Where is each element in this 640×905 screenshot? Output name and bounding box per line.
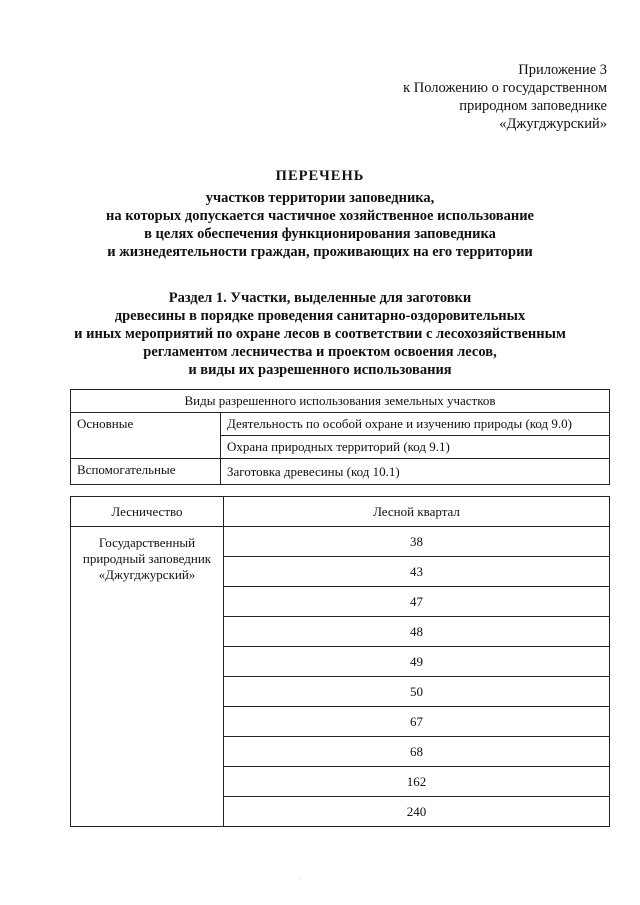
quarter-cell: 67: [224, 707, 610, 737]
table-row: [71, 413, 610, 436]
forest-quarters-table: [70, 496, 610, 827]
title-heading: ПЕРЕЧЕНЬ: [275, 168, 365, 184]
uses-table-header: Виды разрешенного использования земельных участков: [71, 390, 610, 413]
quarter-cell: 47: [224, 587, 610, 617]
table-row: [71, 459, 610, 485]
appendix-line: «Джугджурский»: [499, 116, 607, 132]
quarter-cell: 68: [224, 737, 610, 767]
appendix-block: [403, 61, 607, 133]
section-line: и виды их разрешенного использования: [188, 362, 452, 378]
quarter-cell: 43: [224, 557, 610, 587]
section-heading: [0, 289, 640, 379]
footer-mark: .: [300, 876, 302, 882]
forestry-name-line: Государственный: [98, 535, 196, 550]
quarter-cell: 240: [224, 797, 610, 827]
forestry-name-cell: [71, 527, 224, 827]
title-line: и жизнедеятельности граждан, проживающих на его территории: [107, 244, 533, 260]
quarter-cell: 48: [224, 617, 610, 647]
title-line: на которых допускается частичное хозяйственное использование: [106, 208, 534, 224]
title-line: в целях обеспечения функционирования заповедника: [144, 226, 496, 242]
quarter-cell: 38: [224, 527, 610, 557]
aux-uses-label: Вспомогательные: [71, 459, 221, 485]
forestry-name-line: «Джугджурский»: [98, 567, 196, 582]
quarter-cell: 49: [224, 647, 610, 677]
aux-use-cell: Заготовка древесины (код 10.1): [221, 459, 610, 485]
appendix-line: к Положению о государственном: [403, 80, 607, 96]
section-line: регламентом лесничества и проектом освоения лесов,: [143, 344, 497, 360]
table-row: [71, 497, 610, 527]
table-row: [71, 390, 610, 413]
main-uses-label: Основные: [71, 413, 221, 459]
quarter-cell: 162: [224, 767, 610, 797]
main-use-cell: Деятельность по особой охране и изучению природы (код 9.0): [221, 413, 610, 436]
appendix-line: Приложение 3: [518, 62, 607, 78]
section-line: Раздел 1. Участки, выделенные для заготовки: [168, 290, 472, 306]
document-title: [0, 167, 640, 261]
forestry-column-header: Лесничество: [71, 497, 224, 527]
main-use-cell: Охрана природных территорий (код 9.1): [221, 436, 610, 459]
quarter-column-header: Лесной квартал: [224, 497, 610, 527]
permitted-uses-table: [70, 389, 610, 485]
title-line: участков территории заповедника,: [205, 190, 435, 206]
table-row: [71, 527, 610, 557]
forestry-name-line: природный заповедник: [82, 551, 212, 566]
quarter-cell: 50: [224, 677, 610, 707]
section-line: и иных мероприятий по охране лесов в соответствии с лесохозяйственным: [74, 326, 566, 342]
appendix-line: природном заповеднике: [459, 98, 607, 114]
section-line: древесины в порядке проведения санитарно-оздоровительных: [114, 308, 526, 324]
